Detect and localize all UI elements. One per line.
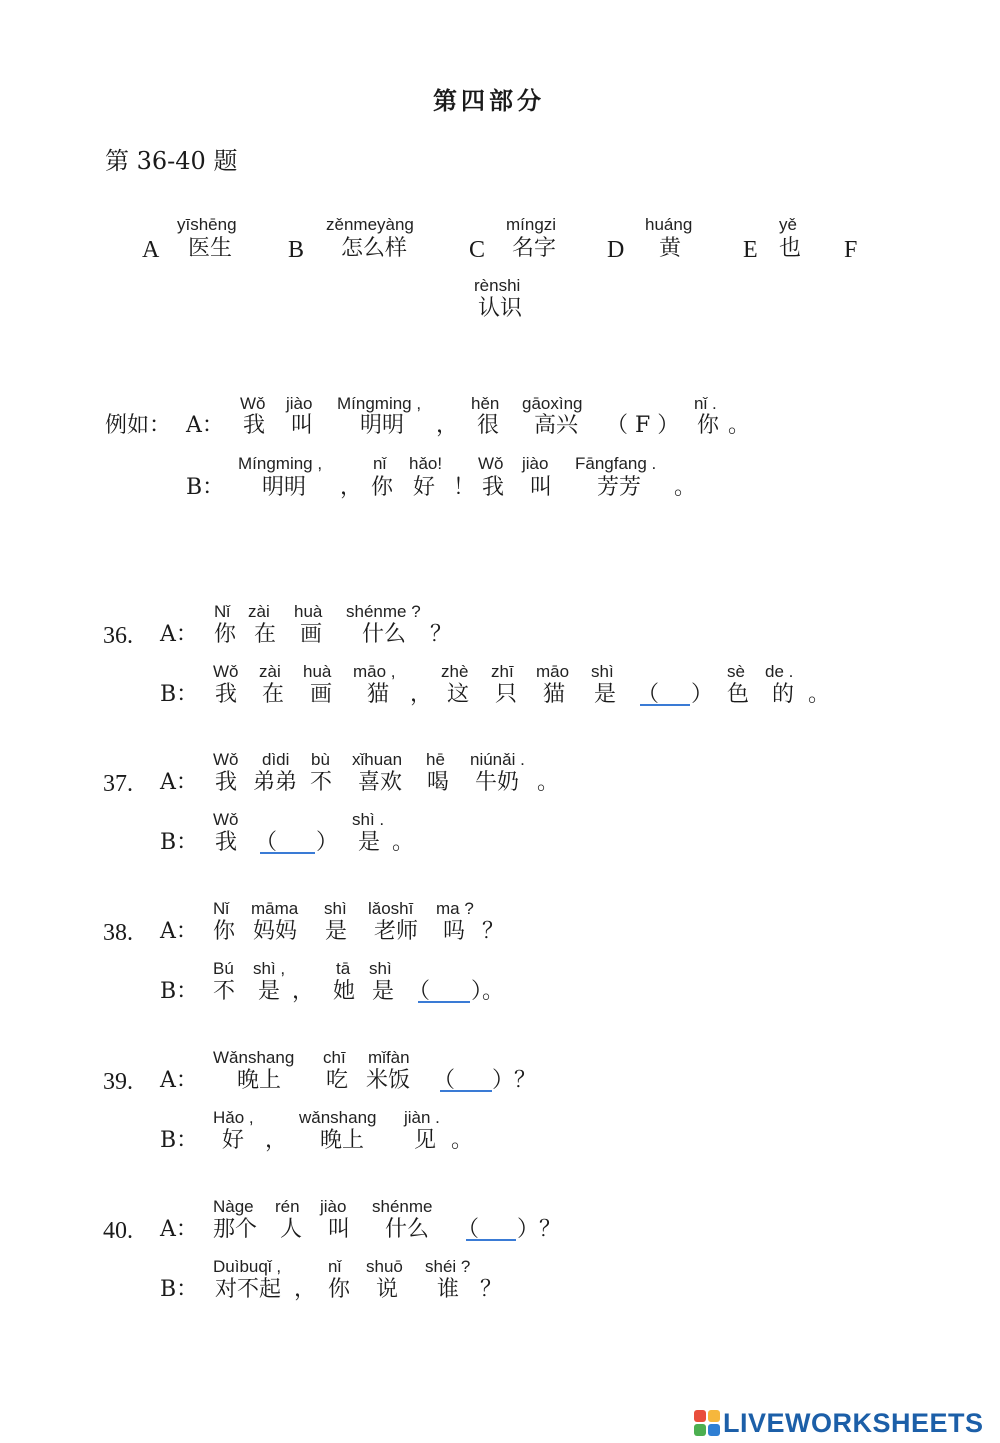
pinyin: shì: [324, 899, 347, 918]
pinyin: Duìbuqǐ ,: [213, 1257, 282, 1276]
pinyin: zhī: [491, 662, 514, 681]
speaker-b-label: B：: [160, 1128, 199, 1153]
hanzi: 你: [371, 475, 394, 500]
pinyin: huà: [294, 602, 323, 621]
pinyin: Hǎo ,: [213, 1108, 254, 1127]
pinyin: zài: [259, 662, 281, 681]
hanzi: 明明: [262, 475, 307, 500]
hanzi: 妈妈: [253, 919, 298, 944]
hanzi: ，: [265, 1128, 288, 1153]
pinyin: shì .: [352, 810, 385, 829]
pinyin: ma ?: [436, 899, 474, 918]
hanzi: 说: [376, 1277, 399, 1302]
hanzi: 。: [728, 413, 751, 438]
pinyin: shì: [369, 959, 392, 978]
pinyin: gāoxìng: [522, 394, 583, 413]
hanzi: 是: [372, 979, 395, 1004]
hanzi: 见: [414, 1128, 437, 1153]
pinyin: shénme: [372, 1197, 433, 1216]
answer-blank[interactable]: [440, 1070, 492, 1092]
pinyin: Nǐ: [214, 602, 231, 621]
logo-grid-icon: [694, 1410, 720, 1436]
option-d-hanzi: 黄: [659, 236, 682, 261]
option-c-pinyin: míngzi: [506, 215, 557, 234]
option-e-letter: E: [743, 237, 758, 263]
hanzi: ）: [316, 830, 339, 855]
hanzi: 晚上: [237, 1068, 282, 1093]
hanzi: 那个: [213, 1217, 258, 1242]
hanzi: 你: [328, 1277, 351, 1302]
hanzi: 高兴: [534, 413, 579, 438]
hanzi: （: [457, 1217, 480, 1242]
pinyin: hē: [426, 750, 445, 769]
hanzi: （: [637, 682, 660, 707]
hanzi: 。: [808, 682, 831, 707]
pinyin: Nǐ: [213, 899, 230, 918]
hanzi: ，: [294, 1277, 317, 1302]
question-number: 37.: [103, 771, 133, 797]
option-f-hanzi: 认识: [478, 296, 523, 321]
pinyin: shuō: [366, 1257, 403, 1276]
liveworksheets-logo: [694, 1408, 984, 1438]
hanzi: ）。: [471, 979, 505, 1004]
option-e-hanzi: 也: [779, 236, 802, 261]
option-c-hanzi: 名字: [512, 236, 557, 261]
pinyin: rén: [275, 1197, 300, 1216]
hanzi: 猫: [367, 682, 390, 707]
hanzi: 叫: [291, 413, 314, 438]
option-a-hanzi: 医生: [188, 236, 233, 261]
pinyin: Wǒ: [213, 662, 239, 681]
answer-blank[interactable]: [260, 832, 315, 854]
hanzi: 是: [358, 830, 381, 855]
hanzi: 我: [482, 475, 505, 500]
hanzi: ？: [480, 1277, 503, 1302]
hanzi: 在: [254, 622, 277, 647]
hanzi: （: [433, 1068, 456, 1093]
pinyin: hěn: [471, 394, 500, 413]
hanzi: 谁: [437, 1277, 460, 1302]
pinyin: chī: [323, 1048, 346, 1067]
hanzi: 是: [258, 979, 281, 1004]
hanzi: 她: [333, 979, 356, 1004]
hanzi: ？: [430, 622, 453, 647]
question-number: 39.: [103, 1069, 133, 1095]
hanzi: ，: [340, 475, 363, 500]
speaker-b-label: B：: [160, 830, 199, 855]
question-range: 第 36-40 题: [105, 147, 238, 175]
hanzi: 你: [214, 622, 237, 647]
speaker-a-label: A：: [160, 1217, 198, 1242]
hanzi: ）？: [517, 1217, 562, 1242]
pinyin: jiào: [522, 454, 549, 473]
hanzi: 芳芳: [597, 475, 642, 500]
pinyin: nǐ: [328, 1257, 342, 1276]
pinyin: wǎnshang: [299, 1108, 377, 1127]
pinyin: māma: [251, 899, 299, 918]
pinyin: māo: [536, 662, 570, 681]
hanzi: ，: [436, 413, 459, 438]
pinyin: Wǒ: [213, 750, 239, 769]
question-number: 36.: [103, 623, 133, 649]
hanzi: 喜欢: [358, 770, 403, 795]
hanzi: ）？: [492, 1068, 537, 1093]
hanzi: 在: [262, 682, 285, 707]
option-b-letter: B: [288, 237, 305, 263]
hanzi: 吗: [443, 919, 466, 944]
hanzi: 是: [325, 919, 348, 944]
answer-blank[interactable]: [640, 684, 690, 706]
question-number: 40.: [103, 1218, 133, 1244]
option-b-pinyin: zěnmeyàng: [326, 215, 414, 234]
answer-blank[interactable]: [466, 1219, 516, 1241]
pinyin: jiào: [320, 1197, 347, 1216]
hanzi: 明明: [360, 413, 405, 438]
option-f-letter: F: [844, 237, 858, 263]
option-a-pinyin: yīshēng: [177, 215, 237, 234]
hanzi: 我: [215, 770, 238, 795]
hanzi: 牛奶: [475, 770, 520, 795]
hanzi: 吃: [326, 1068, 349, 1093]
pinyin: nǐ .: [694, 394, 717, 413]
hanzi: 人: [280, 1217, 303, 1242]
pinyin: jiào: [286, 394, 313, 413]
option-f-pinyin: rènshi: [474, 276, 521, 295]
option-c-letter: C: [469, 237, 486, 263]
hanzi: 叫: [530, 475, 553, 500]
pinyin: Wǒ: [213, 810, 239, 829]
pinyin: māo ,: [353, 662, 396, 681]
hanzi: 老师: [374, 919, 419, 944]
pinyin: Míngming ,: [337, 394, 422, 413]
hanzi: 的: [772, 682, 795, 707]
hanzi: 什么: [385, 1217, 430, 1242]
speaker-b-label: B：: [160, 979, 199, 1004]
speaker-a-label: A：: [160, 919, 198, 944]
hanzi: ？: [482, 919, 505, 944]
speaker-b-label: B：: [160, 1277, 199, 1302]
pinyin: zài: [248, 602, 270, 621]
hanzi: 不: [310, 770, 333, 795]
hanzi: 叫: [328, 1217, 351, 1242]
hanzi: 米饭: [366, 1068, 411, 1093]
pinyin: jiàn .: [404, 1108, 440, 1127]
hanzi: 好: [413, 475, 436, 500]
pinyin: Wǒ: [240, 394, 266, 413]
hanzi: ，: [292, 979, 315, 1004]
hanzi: 喝: [427, 770, 450, 795]
option-d-letter: D: [607, 237, 625, 263]
option-e-pinyin: yě: [779, 215, 797, 234]
hanzi: 画: [300, 622, 323, 647]
hanzi: 。: [451, 1128, 474, 1153]
pinyin: Bú: [213, 959, 234, 978]
pinyin: xǐhuan: [352, 750, 403, 769]
pinyin: shì ,: [253, 959, 286, 978]
pinyin: hǎo!: [409, 454, 443, 473]
hanzi: 对不起: [215, 1277, 282, 1302]
hanzi: 。: [674, 475, 697, 500]
pinyin: sè: [727, 662, 745, 681]
hanzi: 画: [310, 682, 333, 707]
section-title: 第四部分: [433, 87, 545, 115]
pinyin: mǐfàn: [368, 1048, 410, 1067]
pinyin: lǎoshī: [368, 899, 414, 918]
hanzi: （: [255, 830, 278, 855]
hanzi: 你: [697, 413, 720, 438]
hanzi: ！: [453, 475, 476, 500]
pinyin: Míngming ,: [238, 454, 323, 473]
question-number: 38.: [103, 920, 133, 946]
speaker-a-label: A：: [160, 1068, 198, 1093]
pinyin: zhè: [441, 662, 469, 681]
hanzi: 。: [392, 830, 415, 855]
pinyin: shéi ?: [425, 1257, 471, 1276]
hanzi: 不: [213, 979, 236, 1004]
speaker-a-label: A：: [160, 622, 198, 647]
hanzi: （: [408, 979, 431, 1004]
hanzi: 弟弟: [253, 770, 298, 795]
example-label: 例如：: [105, 413, 172, 438]
hanzi: 只: [495, 682, 518, 707]
pinyin: shénme ?: [346, 602, 421, 621]
hanzi: 我: [215, 682, 238, 707]
hanzi: 这: [447, 682, 470, 707]
hanzi: 好: [222, 1128, 245, 1153]
hanzi: 很: [477, 413, 500, 438]
pinyin: de .: [765, 662, 794, 681]
example-a-label: A：: [186, 413, 224, 438]
pinyin: Wǒ: [478, 454, 504, 473]
speaker-a-label: A：: [160, 770, 198, 795]
hanzi: 什么: [362, 622, 407, 647]
hanzi: 你: [213, 919, 236, 944]
pinyin: shì: [591, 662, 614, 681]
pinyin: bù: [311, 750, 330, 769]
hanzi: ）: [691, 682, 714, 707]
hanzi: 色: [727, 682, 750, 707]
pinyin: dìdi: [262, 750, 290, 769]
example-answer: （ F ）: [606, 413, 680, 438]
option-b-hanzi: 怎么样: [341, 236, 408, 261]
logo-text: LIVEWORKSHEETS: [723, 1407, 984, 1438]
example-b-label: B：: [186, 475, 225, 500]
pinyin: Fāngfang .: [575, 454, 657, 473]
pinyin: niúnǎi .: [470, 750, 525, 769]
hanzi: 。: [537, 770, 560, 795]
option-d-pinyin: huáng: [645, 215, 693, 234]
pinyin: Wǎnshang: [213, 1048, 295, 1067]
hanzi: 我: [215, 830, 238, 855]
hanzi: ，: [410, 682, 433, 707]
answer-blank[interactable]: [418, 981, 470, 1003]
pinyin: tā: [336, 959, 351, 978]
hanzi: 是: [594, 682, 617, 707]
pinyin: huà: [303, 662, 332, 681]
hanzi: 我: [243, 413, 266, 438]
pinyin: Nàge: [213, 1197, 254, 1216]
pinyin: nǐ: [373, 454, 387, 473]
hanzi: 晚上: [320, 1128, 365, 1153]
option-a-letter: A: [142, 237, 160, 263]
hanzi: 猫: [543, 682, 566, 707]
speaker-b-label: B：: [160, 682, 199, 707]
